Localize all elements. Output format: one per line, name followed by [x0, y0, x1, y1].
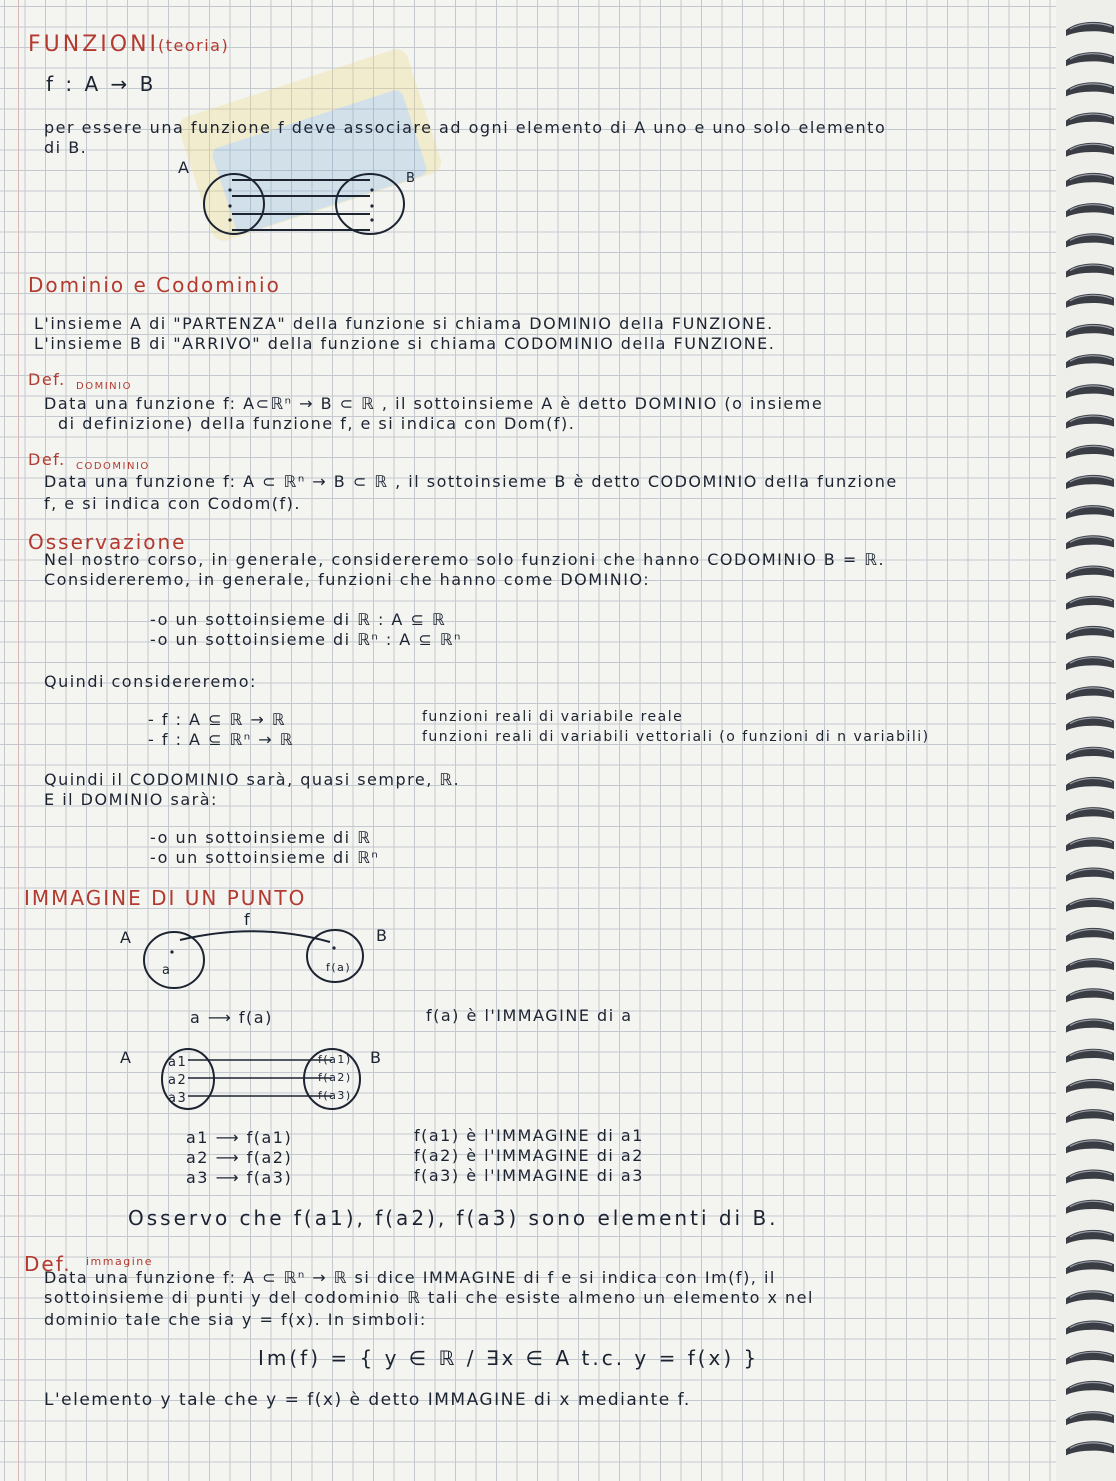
oss-d-item-1: -o un sottoinsieme di ℝ [150, 828, 372, 847]
def-immagine-line-1: Data una funzione f: A ⊂ ℝⁿ → ℝ si dice IMMAGINE di f e si indica con Im(f), il [44, 1268, 776, 1287]
osservo-line: Osservo che f(a1), f(a2), f(a3) sono elementi di B. [128, 1206, 779, 1230]
diagram2-sets [140, 920, 370, 990]
oss-e-dominio: E il DOMINIO sarà: [44, 790, 218, 809]
def-dominio-line-1: Data una funzione f: A⊂ℝⁿ → B ⊂ ℝ , il sottoinsieme A è detto DOMINIO (o insieme [44, 394, 824, 413]
spiral-binding [1056, 0, 1116, 1481]
def-immagine-sublabel: immagine [86, 1255, 154, 1268]
heading-dominio-codominio: Dominio e Codominio [28, 273, 281, 297]
oss-f2: - f : A ⊆ ℝⁿ → ℝ [148, 730, 294, 749]
margin-line [18, 0, 19, 1481]
map-desc-1: f(a1) è l'IMMAGINE di a1 [414, 1126, 644, 1145]
dominio-line: L'insieme A di "PARTENZA" della funzione si chiama DOMINIO della FUNZIONE. [34, 314, 774, 333]
diagram1-label-a: A [178, 158, 191, 177]
def-codominio-label: Def. [28, 450, 66, 469]
mapping-notation: f : A → B [46, 72, 157, 96]
oss-line-1: Nel nostro corso, in generale, considereremo solo funzioni che hanno CODOMINIO B = ℝ. [44, 550, 886, 569]
diagram3-a1: a1 [168, 1055, 188, 1070]
diagram3-fa1: f(a1) [318, 1053, 352, 1066]
map-line-3: a3 ⟶ f(a3) [186, 1168, 293, 1187]
intro-line-1: per essere una funzione f deve associare ad ogni elemento di A uno e uno solo elemento [44, 118, 887, 137]
codominio-line: L'insieme B di "ARRIVO" della funzione si chiama CODOMINIO della FUNZIONE. [34, 334, 776, 353]
heading-immagine-punto: IMMAGINE DI UN PUNTO [24, 886, 307, 910]
def-dominio-line-2: di definizione) della funzione f, e si indica con Dom(f). [58, 414, 576, 433]
diagram1-label-b: B [406, 171, 417, 186]
oss-quindi-2: Quindi il CODOMINIO sarà, quasi sempre, ℝ. [44, 770, 461, 789]
diagram2-point-a: a [162, 963, 172, 978]
oss-f2-desc: funzioni reali di variabili vettoriali (o funzioni di n variabili) [422, 729, 930, 745]
diagram3-a3: a3 [168, 1091, 188, 1106]
oss-item-2: -o un sottoinsieme di ℝⁿ : A ⊆ ℝⁿ [150, 630, 462, 649]
oss-f1-desc: funzioni reali di variabile reale [422, 709, 684, 725]
title-note: (teoria) [158, 36, 230, 55]
diagram3-fa2: f(a2) [318, 1071, 352, 1084]
def-immagine-line-2: sottoinsieme di punti y del codominio ℝ tali che esiste almeno un elemento x nel [44, 1288, 814, 1307]
arrow-line-desc: f(a) è l'IMMAGINE di a [426, 1006, 633, 1025]
diagram2-label-f: f [244, 910, 252, 929]
def-immagine-label: Def. [24, 1252, 72, 1276]
oss-d-item-2: -o un sottoinsieme di ℝⁿ [150, 848, 380, 867]
def-codominio-line-2: f, e si indica con Codom(f). [44, 494, 301, 513]
def-dominio-sublabel: DOMINIO [76, 381, 132, 392]
intro-line-2: di B. [44, 138, 88, 157]
page-title: FUNZIONI [28, 32, 160, 57]
diagram3-fa3: f(a3) [318, 1089, 352, 1102]
diagram3-a2: a2 [168, 1073, 188, 1088]
oss-f1: - f : A ⊆ ℝ → ℝ [148, 710, 286, 729]
def-codominio-line-1: Data una funzione f: A ⊂ ℝⁿ → B ⊂ ℝ , il sottoinsieme B è detto CODOMINIO della funzione [44, 472, 898, 491]
map-desc-3: f(a3) è l'IMMAGINE di a3 [414, 1166, 644, 1185]
map-line-2: a2 ⟶ f(a2) [186, 1148, 293, 1167]
def-codominio-sublabel: CODOMINIO [76, 461, 150, 472]
diagram3-label-a: A [120, 1048, 133, 1067]
oss-item-1: -o un sottoinsieme di ℝ : A ⊆ ℝ [150, 610, 447, 629]
diagram2-label-a: A [120, 928, 133, 947]
def-immagine-line-3: dominio tale che sia y = f(x). In simboli: [44, 1310, 427, 1329]
map-desc-2: f(a2) è l'IMMAGINE di a2 [414, 1146, 644, 1165]
diagram2-point-fa: f(a) [326, 961, 352, 974]
arrow-line-a: a ⟶ f(a) [190, 1008, 273, 1027]
def-immagine-formula: Im(f) = { y ∈ ℝ / ∃x ∈ A t.c. y = f(x) } [258, 1346, 760, 1370]
diagram1-sets [200, 168, 420, 240]
oss-quindi-1: Quindi considereremo: [44, 672, 257, 691]
diagram2-label-b: B [376, 926, 389, 945]
def-dominio-label: Def. [28, 370, 66, 389]
diagram3-label-b: B [370, 1048, 383, 1067]
def-immagine-final: L'elemento y tale che y = f(x) è detto IMMAGINE di x mediante f. [44, 1390, 691, 1410]
heading-osservazione: Osservazione [28, 530, 187, 554]
oss-line-2: Considereremo, in generale, funzioni che hanno come DOMINIO: [44, 570, 651, 589]
map-line-1: a1 ⟶ f(a1) [186, 1128, 293, 1147]
